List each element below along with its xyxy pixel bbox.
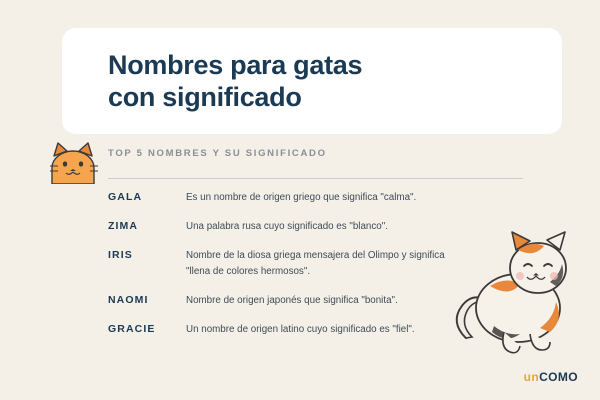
divider [108,178,523,179]
name-label: ZIMA [108,220,139,233]
meaning-text: Una palabra rusa cuyo significado es "blanco". [186,221,388,233]
name-label: GALA [108,191,143,203]
brand-logo [524,370,578,384]
title-line-2: con significado [108,81,302,112]
title-line-1: Nombres para gatas [108,50,363,80]
meaning-text: Un nombre de origen latino cuyo significado es "fiel". [186,323,415,335]
list-item [108,190,528,205]
calico-cat-illustration [432,220,592,370]
subheading: TOP 5 NOMBRES Y SU SIGNIFICADO [108,148,327,159]
brand-name: COMO [539,370,578,384]
meaning-text: Nombre de origen japonés que significa "bonita". [186,294,398,306]
name-label: GRACIE [108,322,156,335]
brand-prefix: un [523,370,540,384]
name-label: NAOMI [108,293,149,306]
page-title [108,50,548,114]
meaning-text: Nombre de la diosa griega mensajera del Olimpo y significa "llena de colores hermosos". [186,250,445,277]
name-label: IRIS [108,249,133,262]
meaning-text: Es un nombre de origen griego que significa "calma". [186,192,417,203]
peeking-cat-icon [48,138,100,184]
